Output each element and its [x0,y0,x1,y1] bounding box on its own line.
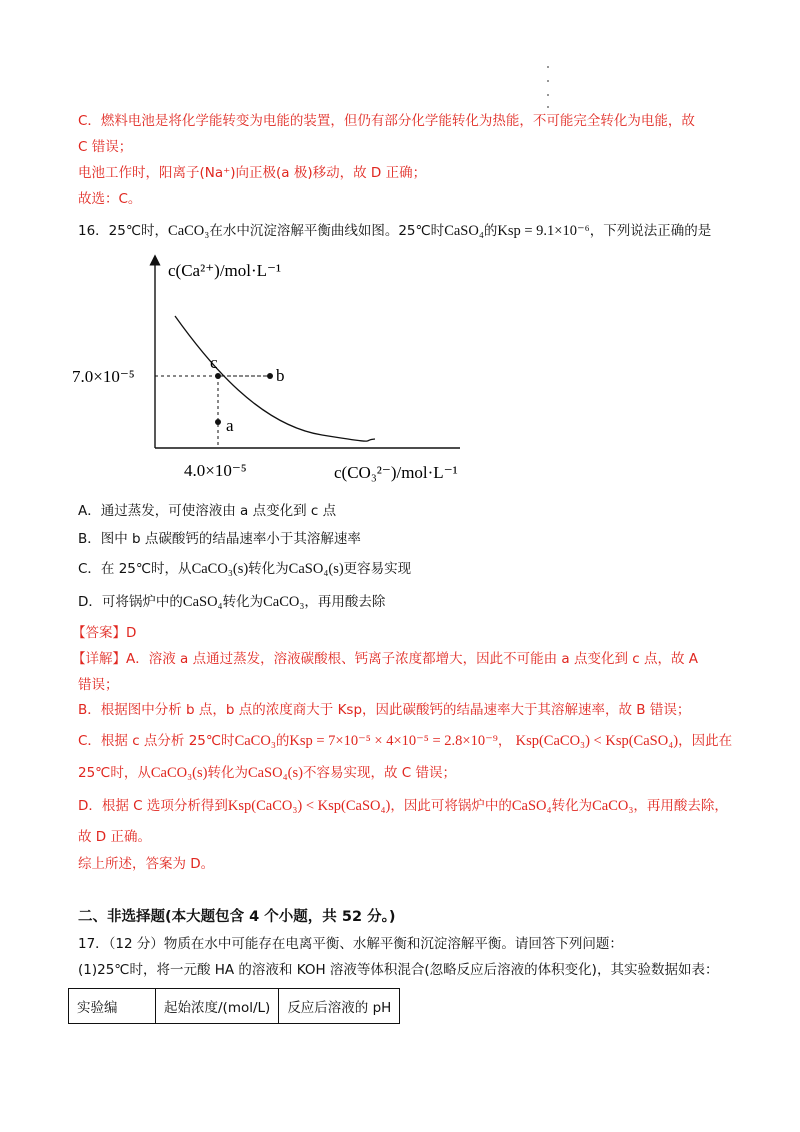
explain-c-line2: C 错误； [78,139,133,155]
section2-title: 二、非选择题(本大题包含 4 个小题，共 52 分。) [78,909,396,925]
decorative-dots [545,64,551,108]
option-d: D．可将锅炉中的CaSO₄转化为CaCO₃，再用酸去除 [78,594,386,610]
option-a: A．通过蒸发，可使溶液由 a 点变化到 c 点 [78,503,337,519]
explain-d-line: 电池工作时，阳离子(Na⁺)向正极(a 极)移动，故 D 正确； [78,165,427,181]
detail-summary: 综上所述，答案为 D。 [78,856,215,872]
equilibrium-curve [175,316,375,441]
x-axis-label: c(CO₃²⁻)/mol·L⁻¹ [334,463,458,482]
detail-a-line1: 【详解】A．溶液 a 点通过蒸发，溶液碳酸根、钙离子浓度都增大，因此不可能由 a 点变化到 c 点，故 A [72,651,698,667]
detail-c-line1: C．根据 c 点分析 25℃时CaCO₃的Ksp = 7×10⁻⁵ × 4×10⁻⁵ = 2.8×10⁻⁹， Ksp(CaCO₃) < Ksp(CaSO₄)，因此在 [78,733,733,749]
table-header-cell: 反应后溶液的 pH [279,989,400,1024]
option-b: B．图中 b 点碳酸钙的结晶速率小于其溶解速率 [78,531,361,547]
question17-part1: (1)25℃时，将一元酸 HA 的溶液和 KOH 溶液等体积混合(忽略反应后溶液的体积变化)，其实验数据如表： [78,962,719,978]
table-header-cell: 实验编 [69,989,156,1024]
experiment-table [68,988,400,1024]
explain-conclusion: 故选：C。 [78,191,142,207]
y-axis-label: c(Ca²⁺)/mol·L⁻¹ [168,261,282,280]
table-header-cell: 起始浓度/(mol/L) [156,989,279,1024]
question17-stem: 17．（12 分）物质在水中可能存在电离平衡、水解平衡和沉淀溶解平衡。请回答下列问题： [78,936,623,952]
detail-c-line2: 25℃时，从CaCO₃(s)转化为CaSO₄(s)不容易实现，故 C 错误； [78,765,456,781]
detail-d-line1: D．根据 C 选项分析得到Ksp(CaCO₃) < Ksp(CaSO₄)，因此可将锅炉中的CaSO₄转化为CaCO₃，再用酸去除， [78,798,728,814]
x-tick-label: 4.0×10⁻⁵ [184,461,247,480]
detail-a-line2: 错误； [78,677,119,693]
point-c [215,373,221,379]
point-a-label: a [226,416,234,435]
answer-line: 【答案】D [72,625,137,641]
point-b-label: b [276,366,285,385]
equilibrium-chart [60,250,500,490]
point-b [267,373,273,379]
y-tick-label: 7.0×10⁻⁵ [72,367,135,386]
explain-c-line1: C．燃料电池是将化学能转变为电能的装置，但仍有部分化学能转化为热能，不可能完全转化为电能，故 [78,113,695,129]
question16-stem: 16．25℃时，CaCO₃在水中沉淀溶解平衡曲线如图。25℃时CaSO₄的Ksp = 9.1×10⁻⁶，下列说法正确的是 [78,223,712,239]
point-c-label: c [210,353,218,372]
detail-d-line2: 故 D 正确。 [78,829,151,845]
option-c: C．在 25℃时，从CaCO₃(s)转化为CaSO₄(s)更容易实现 [78,561,412,577]
point-a [215,419,221,425]
detail-b-line: B．根据图中分析 b 点，b 点的浓度商大于 Ksp，因此碳酸钙的结晶速率大于其溶解速率，故 B 错误； [78,702,691,718]
table-header-row [69,989,400,1024]
